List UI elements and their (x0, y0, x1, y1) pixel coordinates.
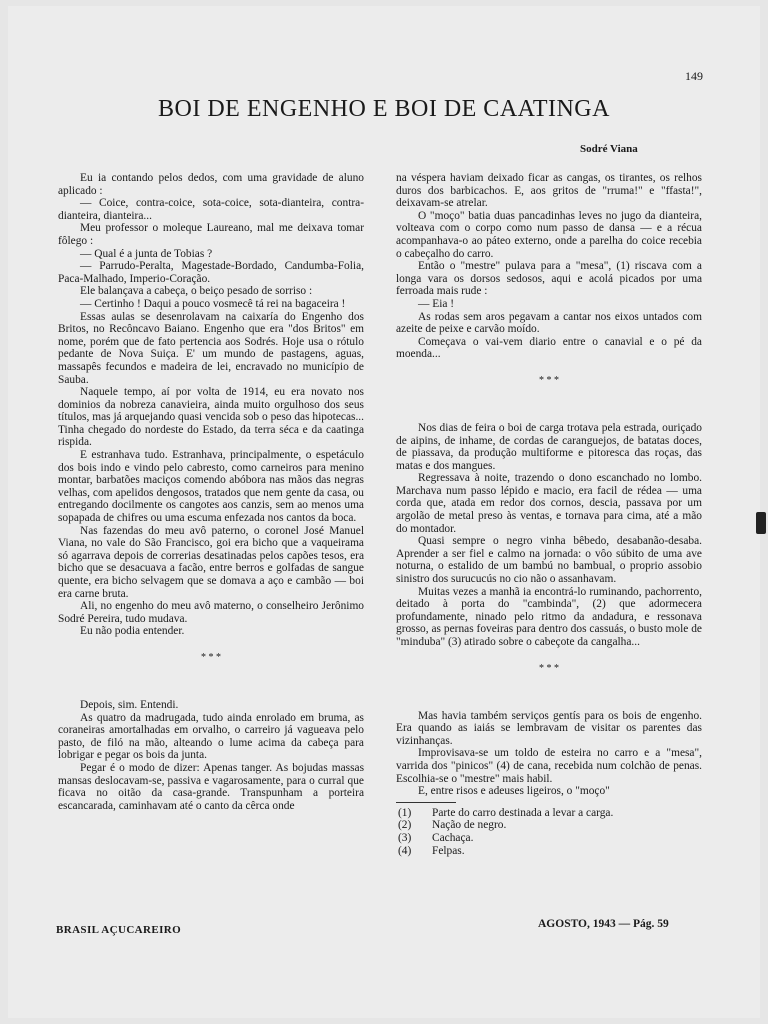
right-column (396, 172, 702, 857)
paragraph: Regressava à noite, trazendo o dono escanchado no lombo. Marchava num passo lépido e macio, era facil de rédea — uma corda que, atada em redor dos cornos, descia, passava por um argolão de metal preso às ventas, e tornava para cima, até a mão do montador. (396, 472, 702, 535)
footnote-divider (396, 802, 456, 803)
paragraph: O "moço" batia duas pancadinhas leves no jugo da dianteira, volteava com o corpo como num passo de dansa — e a récua acompanhava-o ao páteo externo, onde a parelha do coice recebia o cabeçalho do carro. (396, 209, 702, 260)
paragraph: Mas havia também serviços gentís para os bois de engenho. Era quando as iaiás se lembravam de visitar os parentes das vizinhanças. (396, 709, 702, 747)
left-column (58, 172, 364, 812)
footnote-text: Parte do carro destinada a levar a carga. (432, 806, 614, 819)
paragraph: Nos dias de feira o boi de carga trotava pela estrada, ouriçado de aipins, de inhame, de cordas de caranguejos, de batatas doces, de piassava, da produção multiforme e pitoresca das roças, das matas e dos mangues. (396, 421, 702, 472)
footnote-number: (4) (398, 844, 412, 857)
footnote-number: (3) (398, 831, 412, 844)
footnote (396, 845, 702, 858)
footnote-number: (1) (398, 806, 412, 819)
paragraph: — Coice, contra-coice, sota-coice, sota-dianteira, contra-dianteira, dianteira... (58, 197, 364, 222)
section-break-stars: * * * (539, 374, 559, 386)
paragraph: Nas fazendas do meu avô paterno, o coronel José Manuel Viana, no vale do São Francisco, goi era bicho que a vaqueirama só agarrava depois de correrias desatinadas pelos capões tesos, era bicho que se desacuava a facão, entre berros e golfadas de sangue quente, era bicho selvagem que se domava a aço e cambão — boi era carne bruta. (58, 524, 364, 600)
footnote-text: Cachaça. (432, 831, 474, 844)
paragraph: Muitas vezes a manhã ia encontrá-lo ruminando, pachorrento, deitado à porta do "cambinda", (2) que adormecera profundamente, ninado pelo ritmo da andadura, e ressonava grosso, as pernas foveiras para dentro dos cassuás, o busto mole de "minduba" (3) atirado sobre o cabeçote da cangalha... (396, 585, 702, 648)
footnote-number: (2) (398, 819, 412, 832)
footnote-text: Felpas. (432, 844, 465, 857)
footer-date-page: AGOSTO, 1943 — Pág. 59 (538, 918, 669, 930)
paragraph: E, entre risos e adeuses ligeiros, o "moço" (418, 785, 610, 798)
paragraph: Quasi sempre o negro vinha bêbedo, desabanão-desaba. Aprender a ser fiel e calmo na jornada: o vôo súbito de uma ave noturna, o estalido de um bambú no bambual, o proprio assobio sinistro dos surucucús no cio não o assanhavam. (396, 535, 702, 586)
paragraph: — Eia ! (418, 297, 455, 310)
footer-publication: BRASIL AÇUCAREIRO (56, 924, 182, 936)
section-break-stars: * * * (539, 662, 559, 674)
paragraph: Eu ia contando pelos dedos, com uma gravidade de aluno aplicado : (58, 172, 364, 197)
paragraph: As quatro da madrugada, tudo ainda enrolado em bruma, as coraneiras amortalhadas em orvalho, o carreiro já vagueava pelo pasto, de filó na mão, alteando o lume acima da cabeça para lobrigar e pegar os bois da junta. (58, 711, 364, 762)
page (8, 6, 760, 1018)
paragraph: — Qual é a junta de Tobias ? (80, 247, 213, 260)
paragraph: Eu não podia entender. (80, 625, 185, 638)
article-title: BOI DE ENGENHO E BOI DE CAATINGA (158, 96, 610, 122)
paragraph: Ele balançava a cabeça, o beiço pesado de sorriso : (80, 285, 313, 298)
paragraph: E estranhava tudo. Estranhava, principalmente, o espetáculo dos bois indo e vindo pelo cabresto, como carneiros para menino montar, barbatões maciços comendo abóbora nas mãos das negras velhas, com apelidos dengosos, tratados que nem gente da casa, ou entregando docilmente os cangotes aos canzis, sem ao menos uma sopapada de chifres ou uma escuma enfezada nos cantos da boca. (58, 449, 364, 525)
paragraph: Então o "mestre" pulava para a "mesa", (1) riscava com a longa vara os dorsos sedosos, aqui e acolá picados por uma ferroada mais rude : (396, 260, 702, 298)
paragraph: Depois, sim. Entendi. (80, 698, 179, 711)
footnote-text: Nação de negro. (432, 819, 507, 832)
paragraph: — Certinho ! Daqui a pouco vosmecê tá rei na bagaceira ! (80, 297, 346, 310)
page-number: 149 (685, 69, 703, 83)
footnote (396, 819, 702, 832)
footnote (396, 807, 702, 820)
paragraph: Começava o vai-vem diario entre o canavial e o pé da moenda... (396, 335, 702, 361)
paragraph: na véspera haviam deixado ficar as cangas, os tirantes, os relhos duros dos barbicachos. E, aos gritos de "rruma!" e "ffasta!", deixavam-se atrelar. (396, 172, 702, 210)
footnote (396, 832, 702, 845)
paragraph: Ali, no engenho do meu avô materno, o conselheiro Jerônimo Sodré Pereira, tudo mudava. (58, 600, 364, 625)
section-break-stars: * * * (201, 651, 221, 663)
paragraph: Pegar é o modo de dizer: Apenas tanger. As bojudas massas mansas deslocavam-se, passiva e vagarosamente, para o curral que ficava no oitão da casa-grande. Transpunham a porteira escancarada, caminhavam até o canto da cêrca onde (58, 761, 364, 812)
author-name: Sodré Viana (580, 143, 638, 155)
paragraph: Meu professor o moleque Laureano, mal me deixava tomar fôlego : (58, 222, 364, 247)
paragraph: Naquele tempo, aí por volta de 1914, eu era novato nos dominios da nobreza canavieira, ainda muito orgulhoso dos seus títulos, mas já arquejando quasi vencida sob o peso das hipotecas... Tinha chegado do nordeste do Estado, da terra séca e da caatinga rispida. (58, 386, 364, 449)
paragraph: As rodas sem aros pegavam a cantar nos eixos untados com azeite de peixe e carvão moído. (396, 310, 702, 336)
paragraph: Improvisava-se um toldo de esteira no carro e a "mesa", varrida dos "pinicos" (4) de cana, recebida num colchão de penas. Escolhia-se o "mestre" mais habil. (396, 747, 702, 785)
scan-artifact (756, 512, 766, 534)
paragraph: Essas aulas se desenrolavam na caixaría do Engenho dos Britos, no Recôncavo Baiano. Engenho que era "dos Britos" em nome, porém que de fato pertencia aos Sodrés. Hoje usa o rótulo pedante de Nova Suiça. E' um mundo de pastagens, aguas, massapês fecundos e madeira de lei, encravado no município de Sauba. (58, 310, 364, 386)
paragraph: — Parrudo-Peralta, Magestade-Bordado, Candumba-Folia, Paca-Malhado, Imperio-Coração. (58, 260, 364, 285)
